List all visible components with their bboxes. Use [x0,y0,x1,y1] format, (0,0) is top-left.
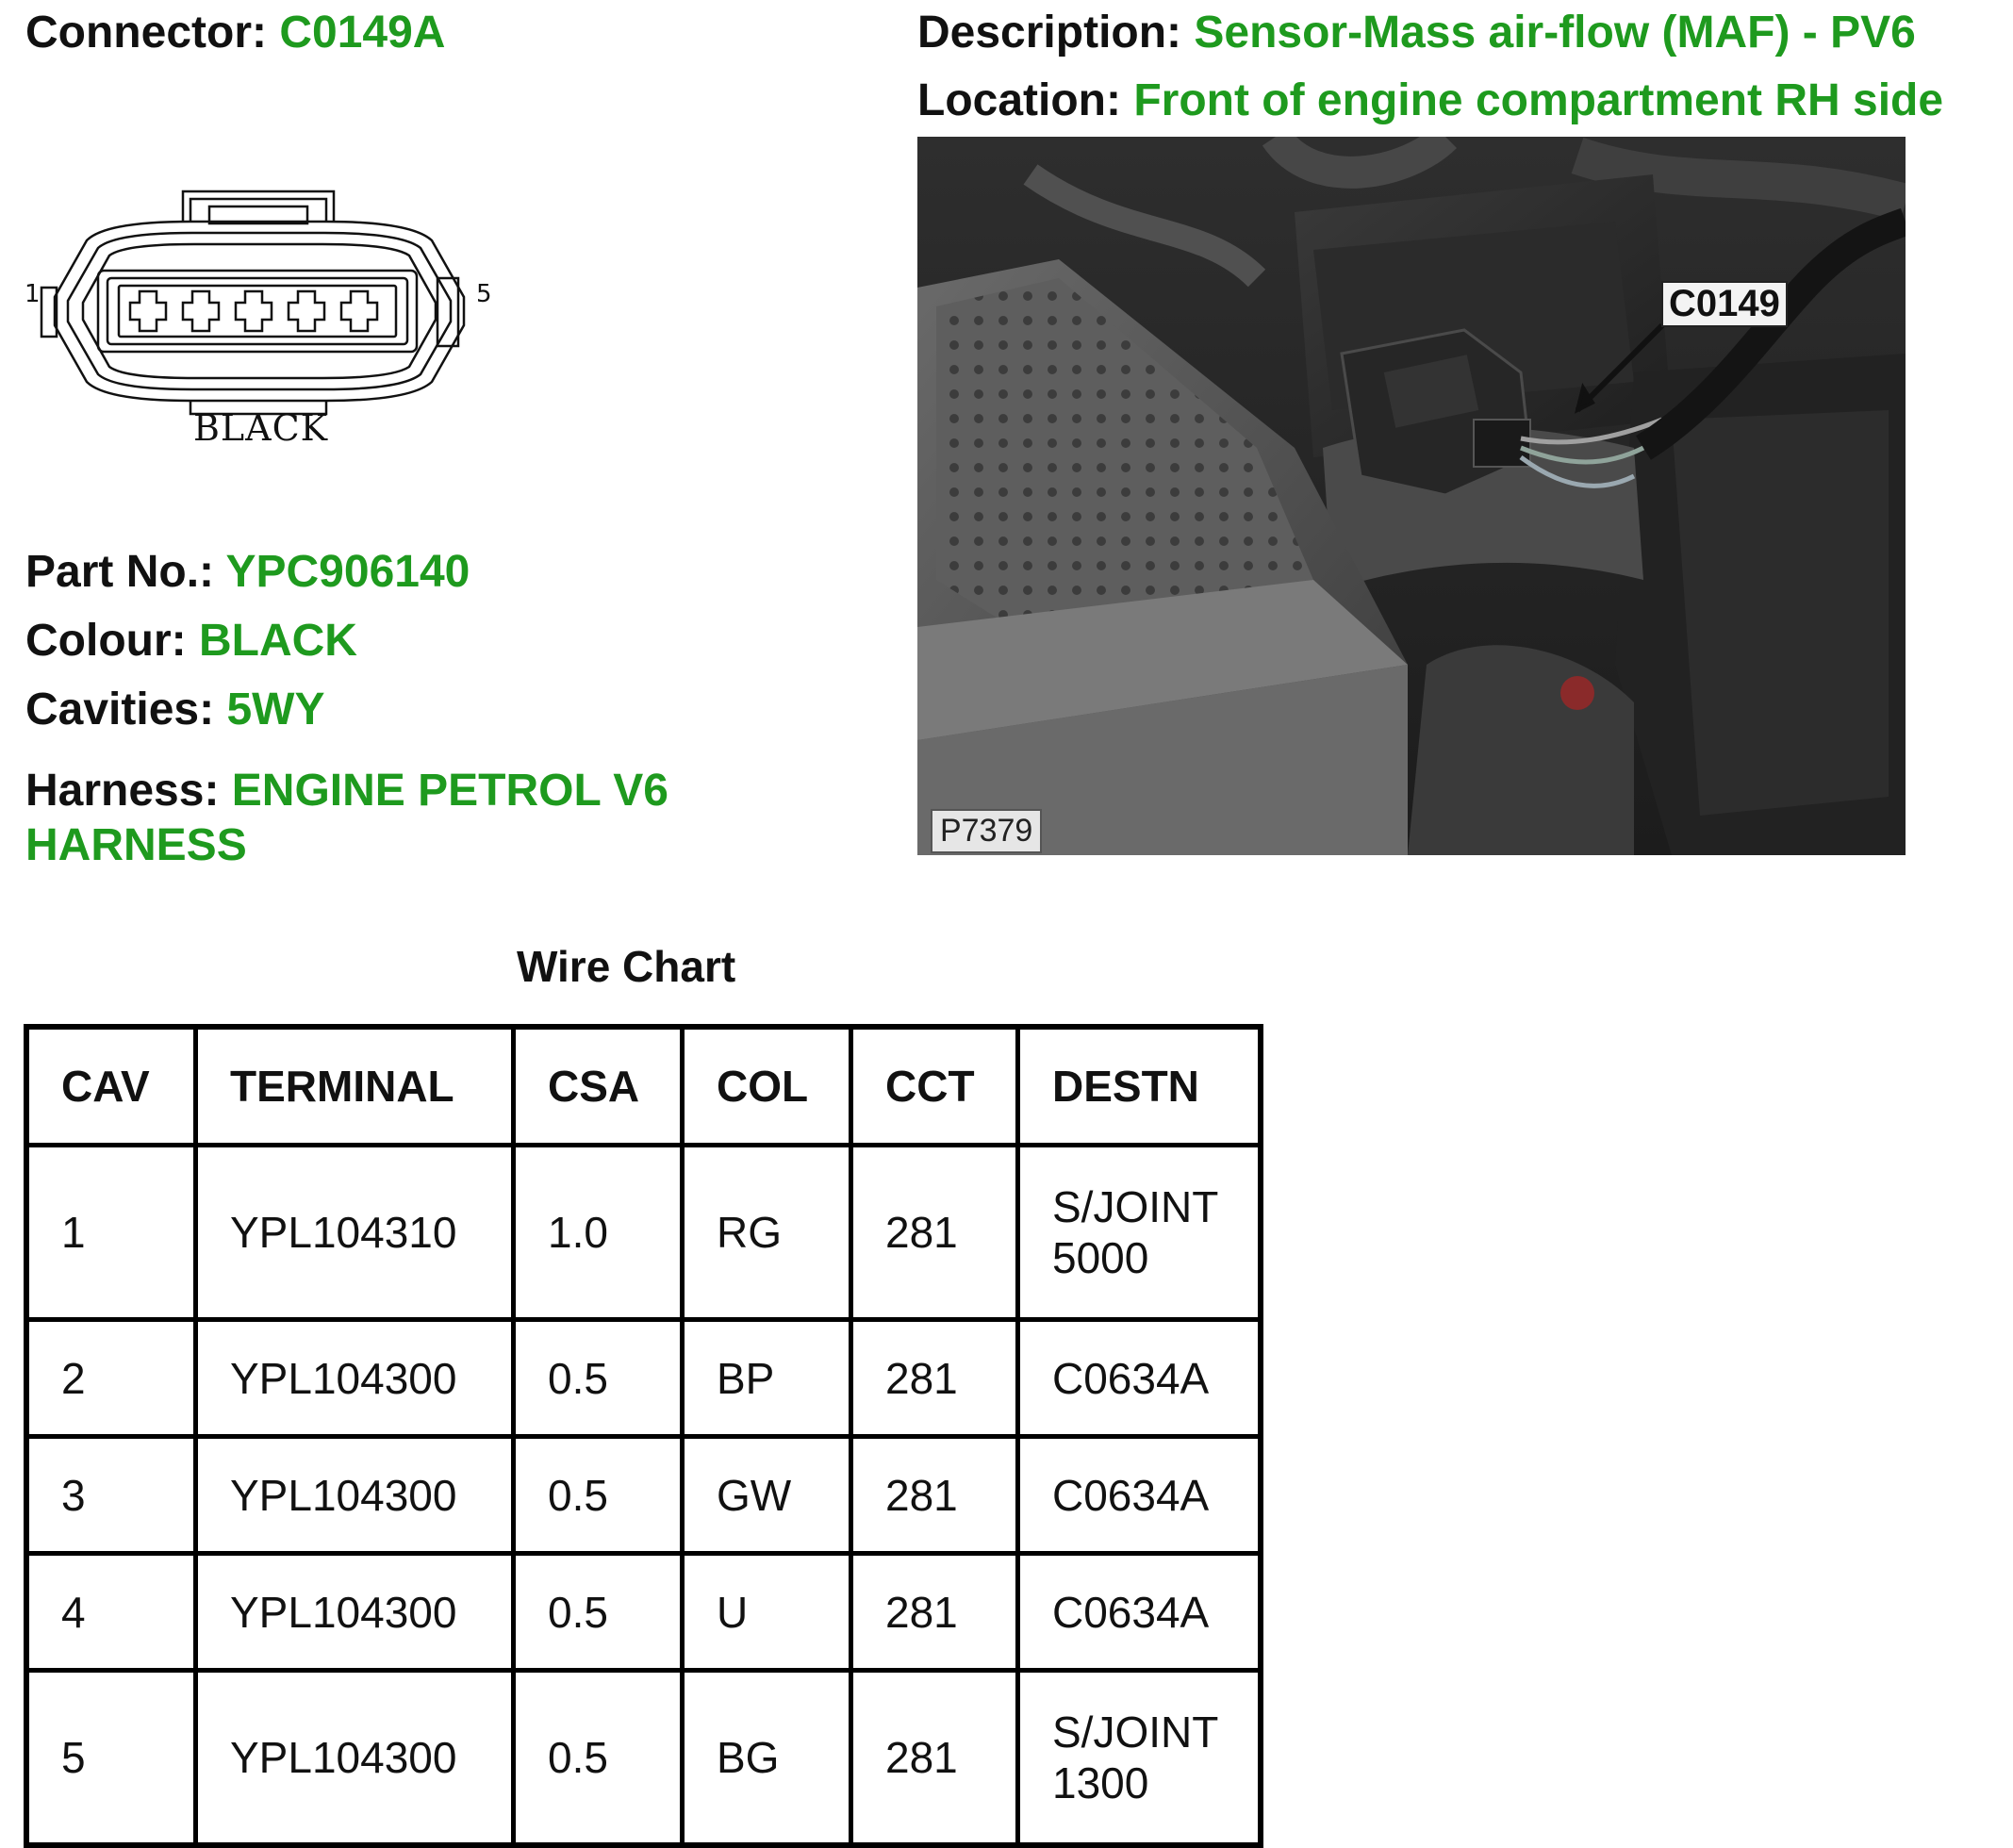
destn-line-2: 1300 [1052,1758,1149,1807]
cell-csa: 0.5 [514,1671,683,1846]
harness-value: ENGINE PETROL V6 HARNESS [25,766,668,870]
photo-callout-label: C0149 [1661,281,1788,327]
cavity-5 [341,291,377,331]
harness-field [25,764,780,873]
cell-destn [1018,1671,1262,1846]
cell-cav: 3 [26,1437,196,1554]
side-tab-right [437,278,458,346]
colour-field [25,614,357,668]
pin-label-last: 5 [476,280,492,308]
part-no-label: Part No.: [25,547,215,597]
destn-line-1: S/JOINT [1052,1182,1219,1231]
table-row [26,1146,1261,1320]
part-no-field [25,545,470,600]
cell-csa: 1.0 [514,1146,683,1320]
cell-col: RG [683,1146,851,1320]
cell-cct: 281 [851,1146,1018,1320]
destn-line-2: 5000 [1052,1233,1149,1282]
location-value: Front of engine compartment RH side [1133,75,1944,125]
cavity-1 [130,291,166,331]
engine-bay-photo [917,137,1906,855]
connector-colour-label: BLACK [193,407,329,449]
cell-cav: 2 [26,1320,196,1437]
location-field [917,74,1943,128]
photo-reference-label: P7379 [931,809,1042,853]
cell-cct: 281 [851,1671,1018,1846]
description-value: Sensor-Mass air-flow (MAF) - PV6 [1194,8,1916,58]
connector-field [25,6,445,60]
cell-cav: 5 [26,1671,196,1846]
cell-cav: 4 [26,1554,196,1671]
colour-value: BLACK [198,616,357,666]
cell-destn [1018,1146,1262,1320]
cell-csa: 0.5 [514,1554,683,1671]
cell-cct: 281 [851,1437,1018,1554]
location-label: Location: [917,75,1121,125]
table-row [26,1437,1261,1554]
cell-terminal: YPL104300 [196,1437,514,1554]
header-terminal: TERMINAL [196,1027,514,1146]
cell-col: U [683,1554,851,1671]
cell-col: BP [683,1320,851,1437]
cell-destn: C0634A [1018,1437,1262,1554]
cavity-row [130,291,377,331]
cell-col: GW [683,1437,851,1554]
pin-label-first: 1 [25,280,41,308]
harness-label: Harness: [25,766,220,816]
cavities-field [25,683,324,737]
table-row [26,1320,1261,1437]
connector-value: C0149A [279,8,446,58]
cavity-2 [183,291,219,331]
cavity-4 [289,291,324,331]
cavity-3 [236,291,272,331]
cavities-value: 5WY [226,685,325,734]
header-destn: DESTN [1018,1027,1262,1146]
cell-cct: 281 [851,1554,1018,1671]
cell-terminal: YPL104300 [196,1320,514,1437]
table-row [26,1554,1261,1671]
cell-terminal: YPL104300 [196,1671,514,1846]
cell-terminal: YPL104300 [196,1554,514,1671]
cell-destn: C0634A [1018,1554,1262,1671]
part-no-value: YPC906140 [225,547,470,597]
cell-csa: 0.5 [514,1437,683,1554]
wire-chart-title: Wire Chart [517,942,736,991]
cell-destn: C0634A [1018,1320,1262,1437]
colour-label: Colour: [25,616,187,666]
cell-cct: 281 [851,1320,1018,1437]
wire-chart-table [24,1024,1263,1848]
header-csa: CSA [514,1027,683,1146]
cell-cav: 1 [26,1146,196,1320]
header-cav: CAV [26,1027,196,1146]
cell-terminal: YPL104310 [196,1146,514,1320]
header-col: COL [683,1027,851,1146]
description-label: Description: [917,8,1182,58]
cell-csa: 0.5 [514,1320,683,1437]
destn-line-1: S/JOINT [1052,1708,1219,1757]
cavity-housing [98,271,417,352]
header-cct: CCT [851,1027,1018,1146]
connector-label: Connector: [25,8,267,58]
cell-col: BG [683,1671,851,1846]
description-field [917,6,1916,60]
connector-outer-shell [55,222,464,401]
table-row [26,1671,1261,1846]
cavities-label: Cavities: [25,685,215,734]
table-header-row [26,1027,1261,1146]
